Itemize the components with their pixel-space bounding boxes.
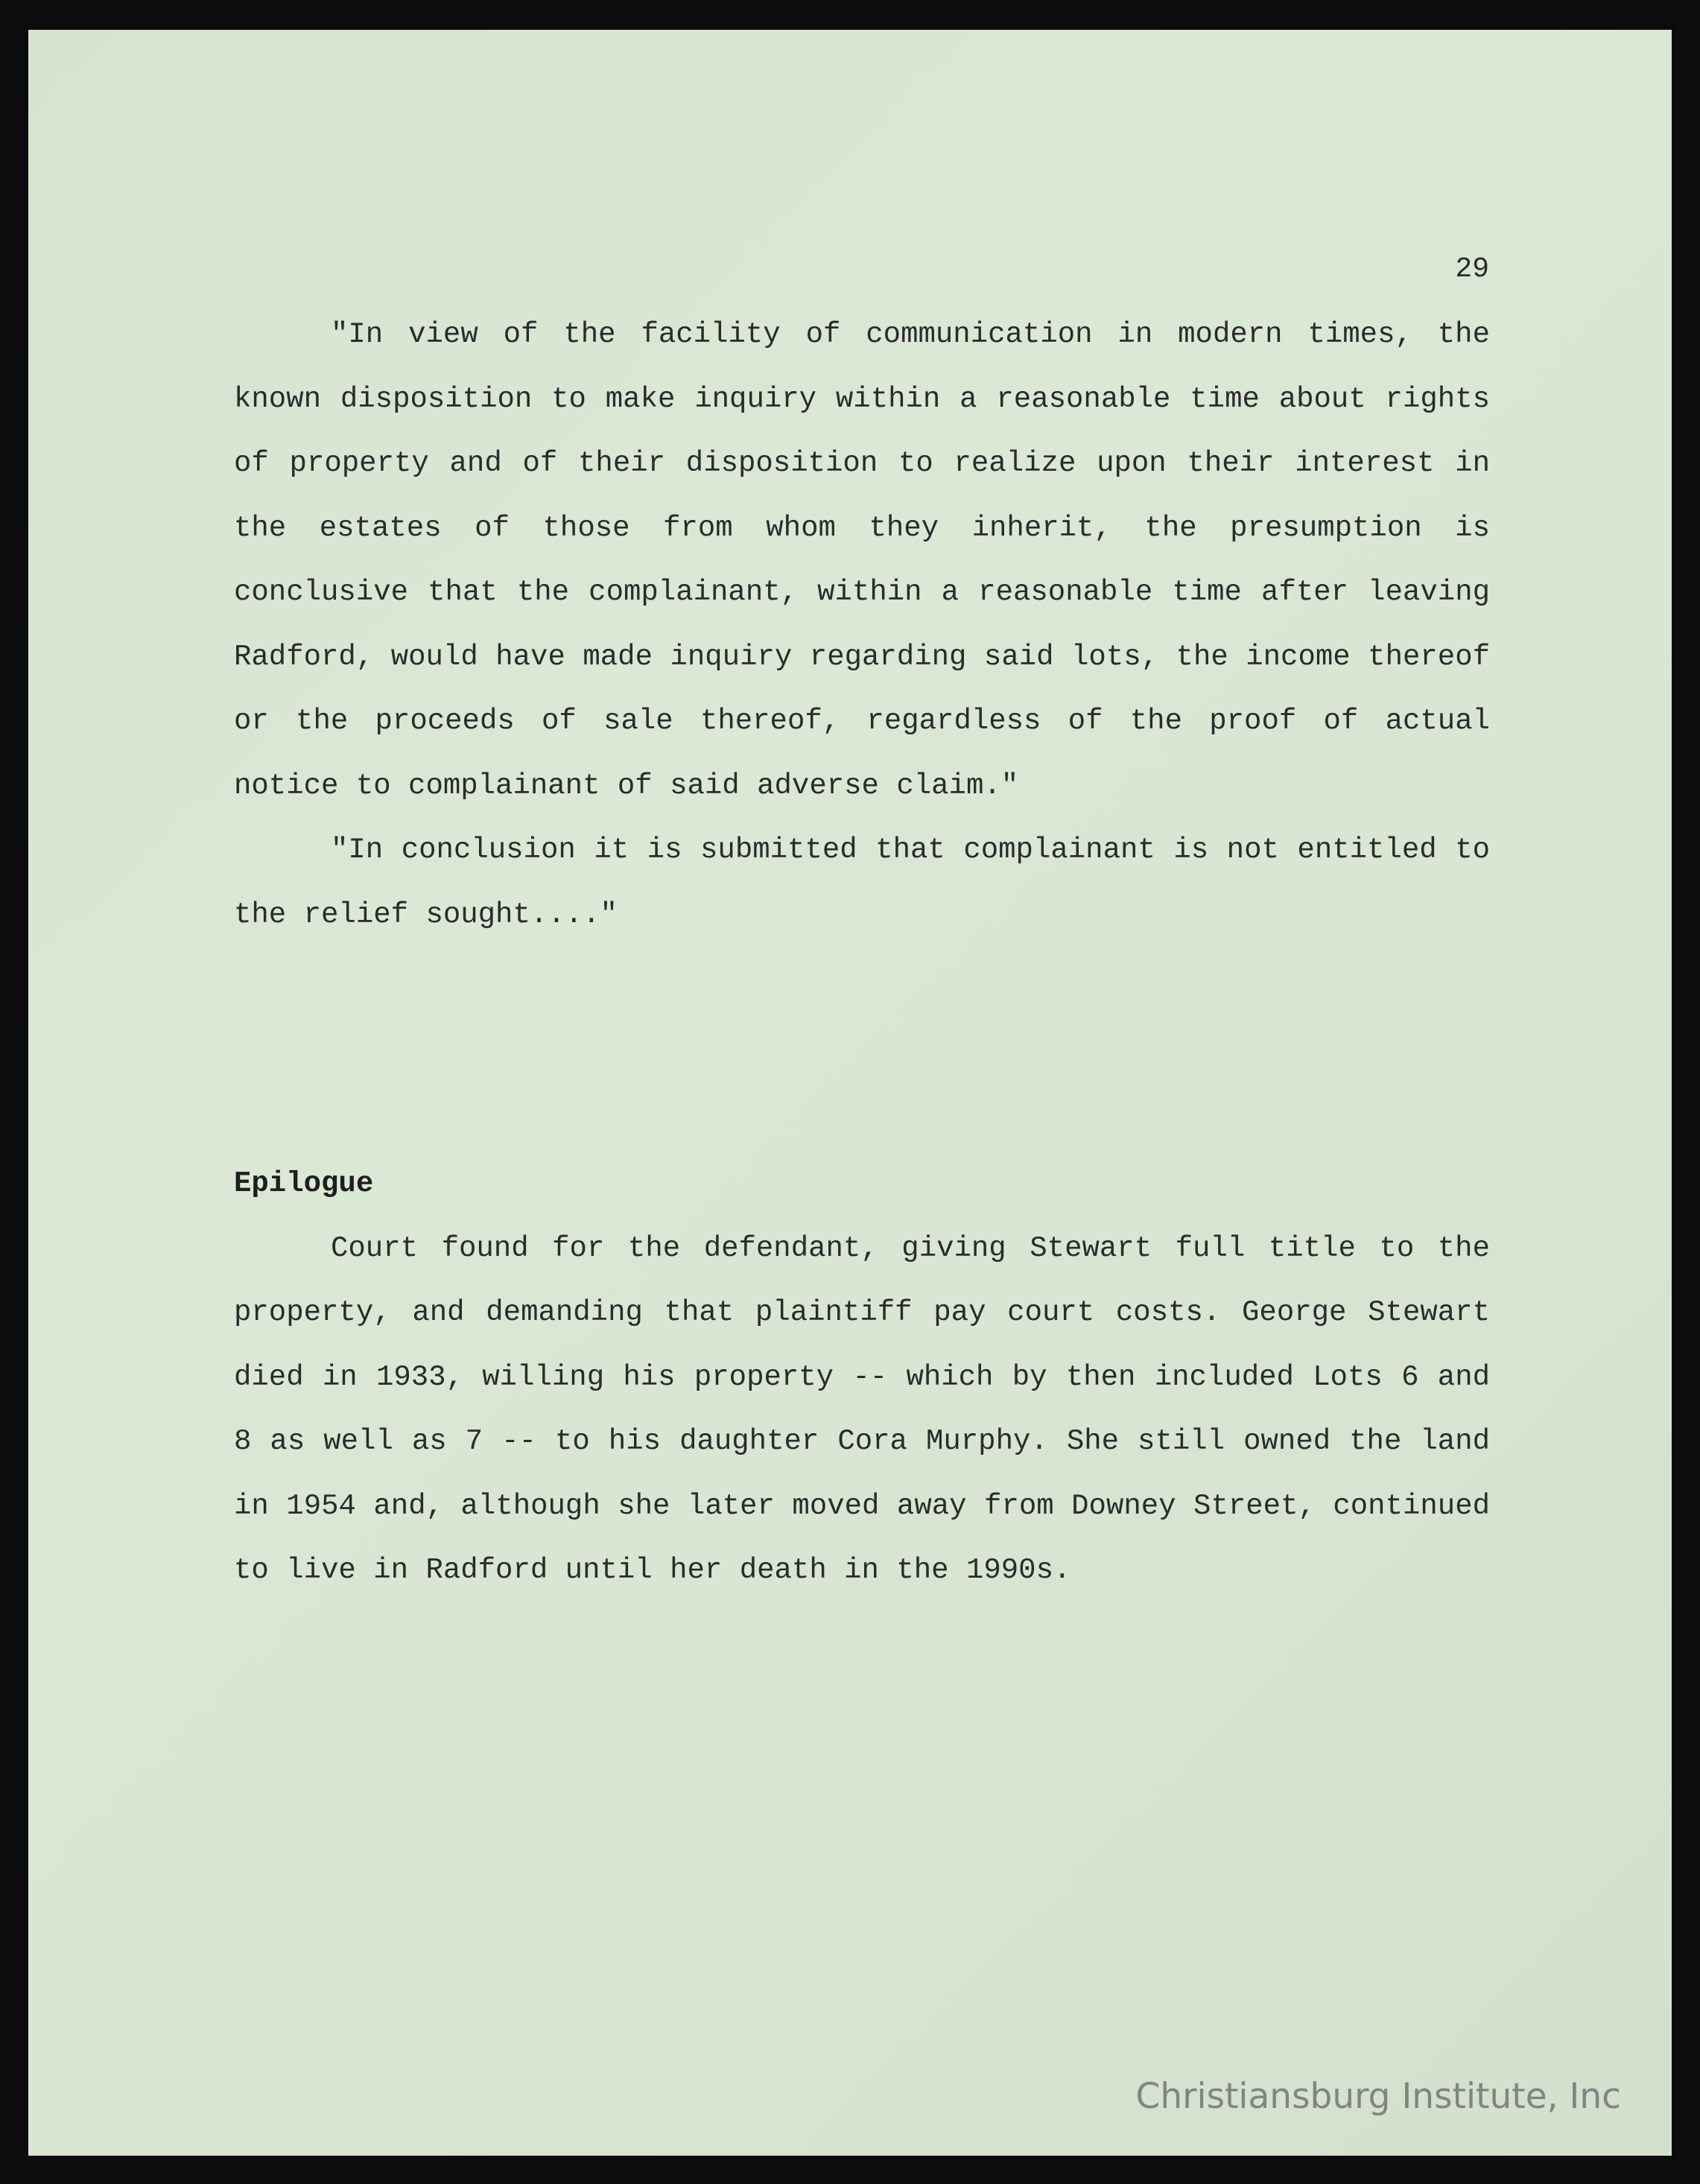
epilogue-paragraph: Court found for the defendant, giving Stewart full title to the property, and demanding that plaintiff pay court costs. George Stewart died in 1933, willing his property -- which by then included Lots 6 and 8 as well as 7 -- to his daughter Cora Murphy. She still owned the land in 1954 and, although she later moved away from Downey Street, continued to live in Radford until her death in the 1990s. bbox=[234, 1231, 1490, 1587]
document-page bbox=[28, 30, 1672, 2156]
epilogue-heading: Epilogue bbox=[234, 1167, 374, 1200]
epilogue-section bbox=[234, 1152, 1490, 1603]
quote-paragraph-1: "In view of the facility of communication in modern times, the known disposition to make inquiry within a reasonable time about rights of property and of their disposition to realize upon their interest in the estates of those from whom they inherit, the presumption is conclusive that the complainant, within a reasonable time after leaving Radford, would have made inquiry regarding said lots, the income thereof or the proceeds of sale thereof, regardless of the proof of actual notice to complainant of said adverse claim." bbox=[234, 318, 1490, 802]
watermark: Christiansburg Institute, Inc bbox=[1135, 2076, 1621, 2117]
quote-paragraph-2: "In conclusion it is submitted that complainant is not entitled to the relief sought...." bbox=[234, 834, 1490, 931]
page-number: 29 bbox=[1455, 253, 1489, 285]
quoted-argument bbox=[234, 302, 1490, 947]
